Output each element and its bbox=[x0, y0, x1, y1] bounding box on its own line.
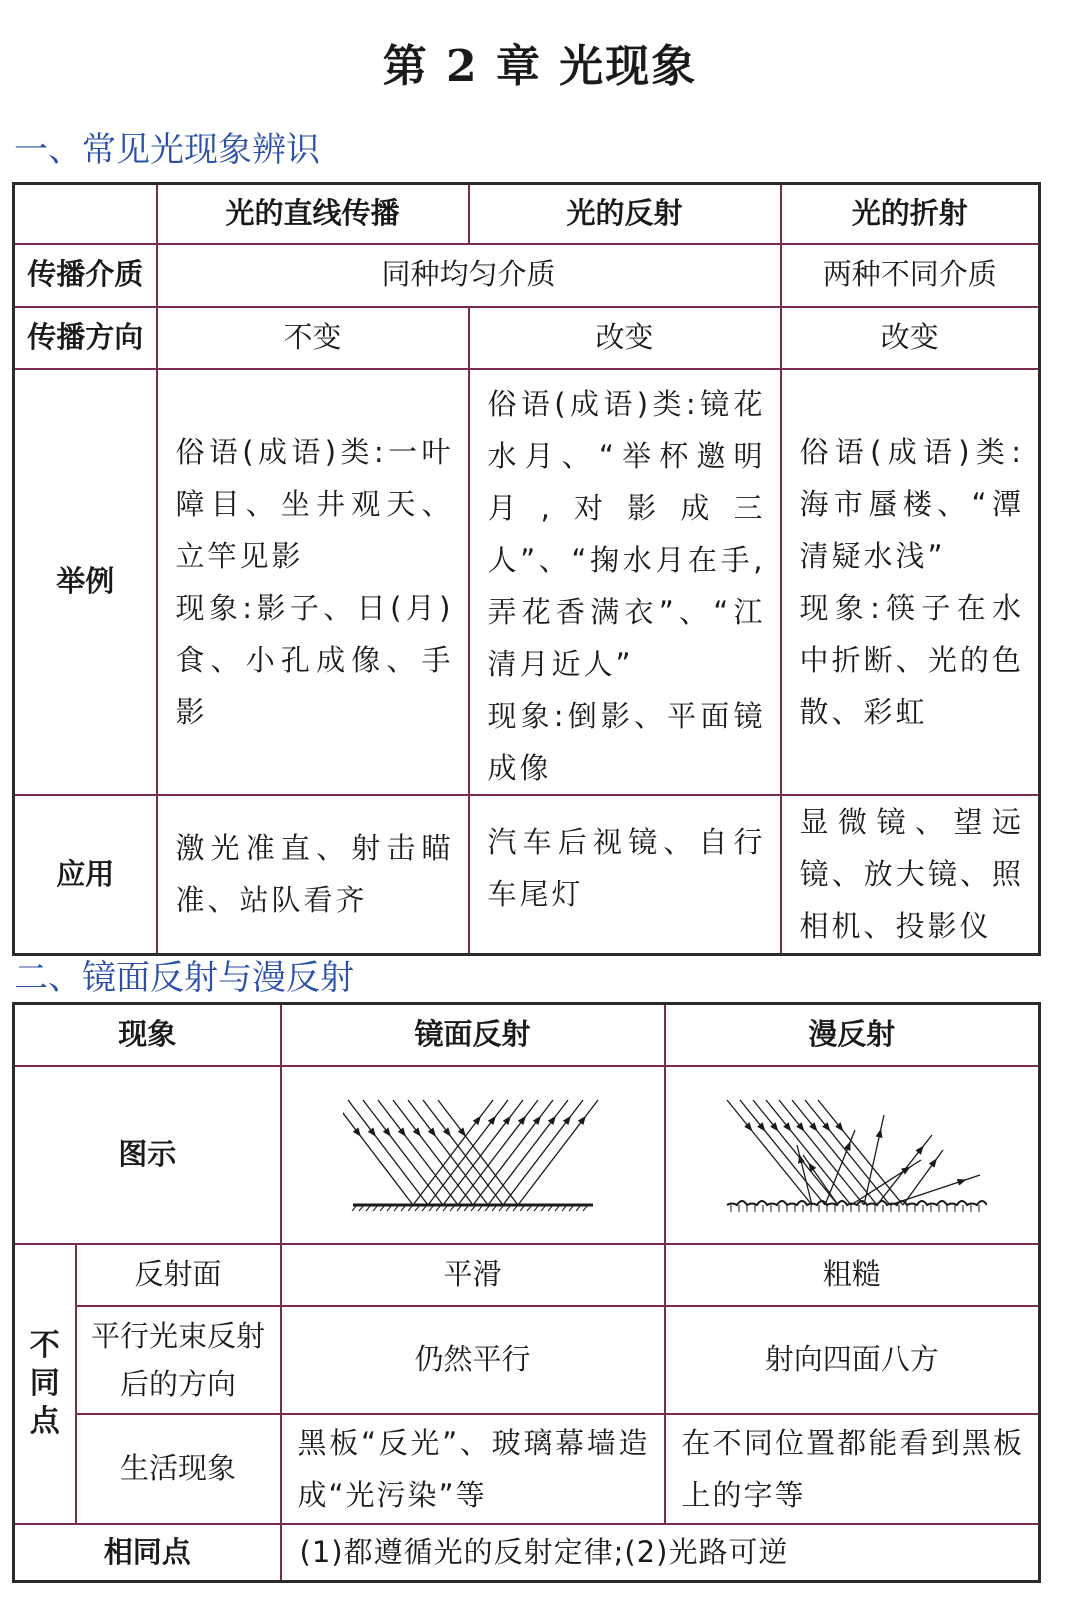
incident-ray bbox=[438, 1100, 518, 1205]
diffuse-direction: 射向四面八方 bbox=[665, 1306, 1040, 1414]
section2-title: 二、镜面反射与漫反射 bbox=[14, 958, 354, 998]
difference-label-char: 不 bbox=[29, 1327, 60, 1363]
incident-ray bbox=[378, 1100, 458, 1205]
reflected-arrow bbox=[487, 1115, 495, 1124]
reflected-arrow bbox=[532, 1115, 540, 1124]
label-life: 生活现象 bbox=[76, 1414, 281, 1524]
difference-label bbox=[15, 1327, 75, 1441]
application-refraction: 显微镜、望远镜、放大镜、照相机、投影仪 bbox=[781, 795, 1040, 955]
incident-ray bbox=[348, 1100, 428, 1205]
same-point: (1)都遵循光的反射定律;(2)光路可逆 bbox=[281, 1524, 1040, 1582]
direction-refraction: 改变 bbox=[781, 307, 1040, 369]
reflected-arrow bbox=[562, 1115, 570, 1124]
header-phenomenon: 现象 bbox=[14, 1004, 281, 1066]
difference-label-char: 点 bbox=[29, 1403, 60, 1439]
row-label-direction: 传播方向 bbox=[14, 307, 157, 369]
diffuse-life: 在不同位置都能看到黑板上的字等 bbox=[665, 1414, 1040, 1524]
corner-cell bbox=[14, 184, 157, 244]
diffuse-surface: 粗糙 bbox=[665, 1244, 1040, 1306]
specular-figure-cell bbox=[281, 1066, 665, 1244]
scattered-arrow bbox=[929, 1158, 937, 1167]
incident-arrow bbox=[412, 1127, 420, 1136]
incident-ray bbox=[805, 1100, 890, 1205]
specular-reflection-diagram bbox=[343, 1080, 603, 1230]
incident-ray bbox=[393, 1100, 473, 1205]
header-diffuse: 漫反射 bbox=[665, 1004, 1040, 1066]
page-title: 第 2 章 光现象 bbox=[382, 41, 698, 92]
incident-arrow bbox=[427, 1127, 435, 1136]
scattered-arrow bbox=[915, 1145, 923, 1154]
specular-life: 黑板“反光”、玻璃幕墙造成“光污染”等 bbox=[281, 1414, 665, 1524]
incident-ray bbox=[740, 1100, 825, 1205]
incident-arrow bbox=[382, 1127, 390, 1136]
specular-surface: 平滑 bbox=[281, 1244, 665, 1306]
example-refraction: 俗语(成语)类:海市蜃楼、“潭清疑水浅” 现象:筷子在水中折断、光的色散、彩虹 bbox=[781, 369, 1040, 795]
difference-label-char: 同 bbox=[29, 1365, 60, 1401]
medium-same: 同种均匀介质 bbox=[157, 244, 781, 307]
reflected-arrow bbox=[502, 1115, 510, 1124]
header-specular: 镜面反射 bbox=[281, 1004, 665, 1066]
reflected-arrow bbox=[517, 1115, 525, 1124]
scattered-arrow bbox=[875, 1128, 882, 1138]
scattered-arrow bbox=[957, 1179, 967, 1186]
reflected-arrow bbox=[472, 1115, 480, 1124]
incident-arrow bbox=[457, 1127, 465, 1136]
incident-ray bbox=[753, 1100, 838, 1205]
section1-title: 一、常见光现象辨识 bbox=[14, 130, 320, 170]
application-reflection: 汽车后视镜、自行车尾灯 bbox=[469, 795, 781, 955]
label-surface: 反射面 bbox=[76, 1244, 281, 1306]
incident-ray bbox=[408, 1100, 488, 1205]
medium-different: 两种不同介质 bbox=[781, 244, 1040, 307]
reflected-arrow bbox=[547, 1115, 555, 1124]
incident-ray bbox=[792, 1100, 877, 1205]
direction-straight: 不变 bbox=[157, 307, 469, 369]
header-straight: 光的直线传播 bbox=[157, 184, 469, 244]
row-label-difference bbox=[14, 1244, 76, 1524]
incident-arrow bbox=[352, 1127, 360, 1136]
header-reflection: 光的反射 bbox=[469, 184, 781, 244]
row-label-application: 应用 bbox=[14, 795, 157, 955]
row-label-same: 相同点 bbox=[14, 1524, 281, 1582]
example-straight: 俗语(成语)类:一叶障目、坐井观天、立竿见影 现象:影子、日(月)食、小孔成像、手影 bbox=[157, 369, 469, 795]
incident-arrow bbox=[367, 1127, 375, 1136]
incident-arrow bbox=[442, 1127, 450, 1136]
diffuse-figure-cell bbox=[665, 1066, 1040, 1244]
application-straight: 激光准直、射击瞄准、站队看齐 bbox=[157, 795, 469, 955]
row-label-figure: 图示 bbox=[14, 1066, 281, 1244]
label-direction: 平行光束反射后的方向 bbox=[76, 1306, 281, 1414]
incident-ray bbox=[779, 1100, 864, 1205]
incident-ray bbox=[423, 1100, 503, 1205]
reflection-comparison-table bbox=[12, 1002, 1041, 1583]
header-refraction: 光的折射 bbox=[781, 184, 1040, 244]
direction-reflection: 改变 bbox=[469, 307, 781, 369]
reflected-arrow bbox=[577, 1115, 585, 1124]
specular-direction: 仍然平行 bbox=[281, 1306, 665, 1414]
light-phenomena-table bbox=[12, 182, 1041, 956]
example-reflection: 俗语(成语)类:镜花水月、“举杯邀明月,对影成三人”、“掬水月在手,弄花香满衣”、“江清月近人” 现象:倒影、平面镜成像 bbox=[469, 369, 781, 795]
incident-ray bbox=[363, 1100, 443, 1205]
diffuse-reflection-diagram bbox=[717, 1080, 987, 1230]
row-label-medium: 传播介质 bbox=[14, 244, 157, 307]
row-label-example: 举例 bbox=[14, 369, 157, 795]
incident-arrow bbox=[397, 1127, 405, 1136]
